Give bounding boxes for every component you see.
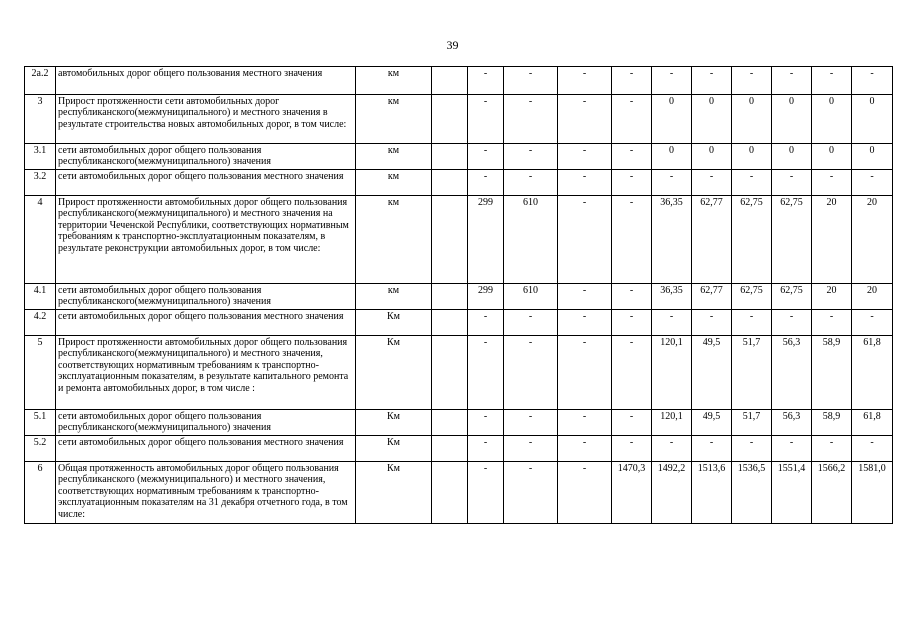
value-cell: -: [468, 144, 504, 170]
value-cell: -: [772, 67, 812, 95]
value-cell: 49,5: [692, 410, 732, 436]
value-cell: -: [504, 436, 558, 462]
value-cell: -: [732, 170, 772, 196]
value-cell: 62,77: [692, 284, 732, 310]
value-cell: 0: [812, 95, 852, 144]
value-cell: -: [772, 310, 812, 336]
value-cell: -: [852, 170, 893, 196]
unit-cell: км: [356, 170, 432, 196]
value-cell: -: [732, 310, 772, 336]
value-cell: 1581,0: [852, 462, 893, 524]
row-number: 4.2: [25, 310, 56, 336]
value-cell: -: [732, 436, 772, 462]
row-number: 5: [25, 336, 56, 410]
value-cell: -: [558, 410, 612, 436]
value-cell: -: [558, 196, 612, 284]
value-cell: -: [772, 170, 812, 196]
value-cell: -: [468, 170, 504, 196]
row-number: 5.1: [25, 410, 56, 436]
value-cell: 56,3: [772, 336, 812, 410]
value-cell: 0: [852, 144, 893, 170]
value-cell: -: [504, 336, 558, 410]
value-cell: 0: [732, 144, 772, 170]
value-cell: -: [504, 144, 558, 170]
empty-cell: [432, 196, 468, 284]
value-cell: -: [772, 436, 812, 462]
value-cell: -: [652, 170, 692, 196]
value-cell: 1492,2: [652, 462, 692, 524]
row-number: 3.1: [25, 144, 56, 170]
value-cell: 36,35: [652, 284, 692, 310]
value-cell: 20: [852, 196, 893, 284]
value-cell: 610: [504, 196, 558, 284]
row-number: 4.1: [25, 284, 56, 310]
value-cell: -: [504, 462, 558, 524]
value-cell: 610: [504, 284, 558, 310]
value-cell: 0: [772, 144, 812, 170]
value-cell: 1551,4: [772, 462, 812, 524]
value-cell: 56,3: [772, 410, 812, 436]
table-row: [25, 170, 893, 196]
table-row: [25, 196, 893, 284]
table-row: [25, 410, 893, 436]
value-cell: -: [468, 95, 504, 144]
value-cell: 49,5: [692, 336, 732, 410]
indicator-description: Прирост протяженности автомобильных дорог общего пользования республиканского(межмуниципального) и местного значения на территории Чеченской Республики, соответствующих нормативным требованиям к транспортно-эксплуатационным показателям, в результате реконструкции автомобильных дорог, в том числе:: [56, 196, 356, 284]
row-number: 4: [25, 196, 56, 284]
value-cell: -: [504, 410, 558, 436]
value-cell: 0: [692, 95, 732, 144]
value-cell: -: [558, 310, 612, 336]
value-cell: -: [612, 436, 652, 462]
value-cell: -: [692, 436, 732, 462]
row-number: 6: [25, 462, 56, 524]
indicator-description: сети автомобильных дорог общего пользования республиканского(межмуниципального) значения: [56, 410, 356, 436]
value-cell: -: [612, 170, 652, 196]
value-cell: -: [504, 67, 558, 95]
value-cell: -: [612, 310, 652, 336]
value-cell: 299: [468, 196, 504, 284]
value-cell: 20: [812, 284, 852, 310]
value-cell: 58,9: [812, 410, 852, 436]
value-cell: -: [692, 310, 732, 336]
value-cell: 20: [812, 196, 852, 284]
unit-cell: Км: [356, 336, 432, 410]
table-row: [25, 336, 893, 410]
value-cell: -: [504, 95, 558, 144]
indicator-description: сети автомобильных дорог общего пользования местного значения: [56, 436, 356, 462]
value-cell: 1536,5: [732, 462, 772, 524]
unit-cell: Км: [356, 436, 432, 462]
indicator-description: Общая протяженность автомобильных дорог общего пользования республиканского (межмуниципального) и местного значения, соответствующих нормативным требованиям к транспортно-эксплуатационным показателям на 31 декабря отчетного года, в том числе:: [56, 462, 356, 524]
value-cell: 62,77: [692, 196, 732, 284]
empty-cell: [432, 462, 468, 524]
value-cell: -: [812, 170, 852, 196]
value-cell: -: [692, 170, 732, 196]
empty-cell: [432, 67, 468, 95]
value-cell: -: [852, 67, 893, 95]
value-cell: 58,9: [812, 336, 852, 410]
page-number: 39: [446, 38, 459, 52]
value-cell: -: [612, 196, 652, 284]
value-cell: 0: [772, 95, 812, 144]
value-cell: 1513,6: [692, 462, 732, 524]
value-cell: -: [612, 95, 652, 144]
indicator-description: сети автомобильных дорог общего пользования республиканского(межмуниципального) значения: [56, 284, 356, 310]
empty-cell: [432, 144, 468, 170]
row-number: 5.2: [25, 436, 56, 462]
row-number: 3.2: [25, 170, 56, 196]
value-cell: -: [812, 436, 852, 462]
value-cell: -: [558, 462, 612, 524]
value-cell: -: [612, 67, 652, 95]
value-cell: 299: [468, 284, 504, 310]
indicator-description: Прирост протяженности автомобильных дорог общего пользования республиканского(межмуниципального) и местного значения, соответствующих нормативным требованиям к транспортно-эксплуатационным показателям, в результате капитального ремонта и ремонта автомобильных дорог, в том числе :: [56, 336, 356, 410]
value-cell: -: [468, 462, 504, 524]
value-cell: 61,8: [852, 410, 893, 436]
row-number: 2а.2: [25, 67, 56, 95]
table-row: [25, 436, 893, 462]
value-cell: -: [468, 67, 504, 95]
value-cell: 0: [692, 144, 732, 170]
unit-cell: Км: [356, 462, 432, 524]
value-cell: 1566,2: [812, 462, 852, 524]
value-cell: -: [612, 144, 652, 170]
value-cell: -: [468, 310, 504, 336]
empty-cell: [432, 170, 468, 196]
table-row: [25, 95, 893, 144]
value-cell: -: [558, 284, 612, 310]
table-row: [25, 144, 893, 170]
empty-cell: [432, 310, 468, 336]
empty-cell: [432, 95, 468, 144]
value-cell: 120,1: [652, 410, 692, 436]
table-row: [25, 284, 893, 310]
empty-cell: [432, 410, 468, 436]
value-cell: 62,75: [732, 196, 772, 284]
value-cell: 62,75: [772, 284, 812, 310]
value-cell: -: [558, 144, 612, 170]
value-cell: 62,75: [732, 284, 772, 310]
indicator-description: Прирост протяженности сети автомобильных дорог республиканского(межмуниципального) и местного значения в результате строительства новых автомобильных дорог, в том числе:: [56, 95, 356, 144]
value-cell: -: [692, 67, 732, 95]
value-cell: 0: [652, 144, 692, 170]
value-cell: -: [852, 436, 893, 462]
value-cell: -: [558, 336, 612, 410]
value-cell: -: [612, 284, 652, 310]
indicator-description: сети автомобильных дорог общего пользования местного значения: [56, 170, 356, 196]
unit-cell: км: [356, 284, 432, 310]
value-cell: -: [612, 336, 652, 410]
indicator-description: автомобильных дорог общего пользования местного значения: [56, 67, 356, 95]
value-cell: 36,35: [652, 196, 692, 284]
empty-cell: [432, 336, 468, 410]
value-cell: -: [504, 170, 558, 196]
value-cell: -: [732, 67, 772, 95]
value-cell: 20: [852, 284, 893, 310]
unit-cell: Км: [356, 410, 432, 436]
row-number: 3: [25, 95, 56, 144]
value-cell: -: [558, 436, 612, 462]
value-cell: 0: [812, 144, 852, 170]
value-cell: -: [612, 410, 652, 436]
value-cell: -: [468, 410, 504, 436]
unit-cell: км: [356, 144, 432, 170]
value-cell: -: [468, 336, 504, 410]
value-cell: -: [504, 310, 558, 336]
value-cell: -: [812, 67, 852, 95]
value-cell: -: [852, 310, 893, 336]
value-cell: 51,7: [732, 336, 772, 410]
value-cell: -: [812, 310, 852, 336]
indicators-table: [24, 66, 893, 524]
table-row: [25, 67, 893, 95]
value-cell: -: [652, 436, 692, 462]
indicator-description: сети автомобильных дорог общего пользования местного значения: [56, 310, 356, 336]
value-cell: 51,7: [732, 410, 772, 436]
value-cell: 62,75: [772, 196, 812, 284]
value-cell: 120,1: [652, 336, 692, 410]
value-cell: -: [652, 67, 692, 95]
value-cell: -: [652, 310, 692, 336]
value-cell: -: [558, 170, 612, 196]
value-cell: 0: [852, 95, 893, 144]
value-cell: -: [558, 67, 612, 95]
indicator-description: сети автомобильных дорог общего пользования республиканского(межмуниципального) значения: [56, 144, 356, 170]
value-cell: 0: [732, 95, 772, 144]
value-cell: -: [468, 436, 504, 462]
value-cell: 61,8: [852, 336, 893, 410]
table-row: [25, 310, 893, 336]
empty-cell: [432, 284, 468, 310]
unit-cell: Км: [356, 310, 432, 336]
value-cell: 1470,3: [612, 462, 652, 524]
table-row: [25, 462, 893, 524]
unit-cell: км: [356, 196, 432, 284]
unit-cell: км: [356, 67, 432, 95]
unit-cell: км: [356, 95, 432, 144]
value-cell: -: [558, 95, 612, 144]
value-cell: 0: [652, 95, 692, 144]
empty-cell: [432, 436, 468, 462]
